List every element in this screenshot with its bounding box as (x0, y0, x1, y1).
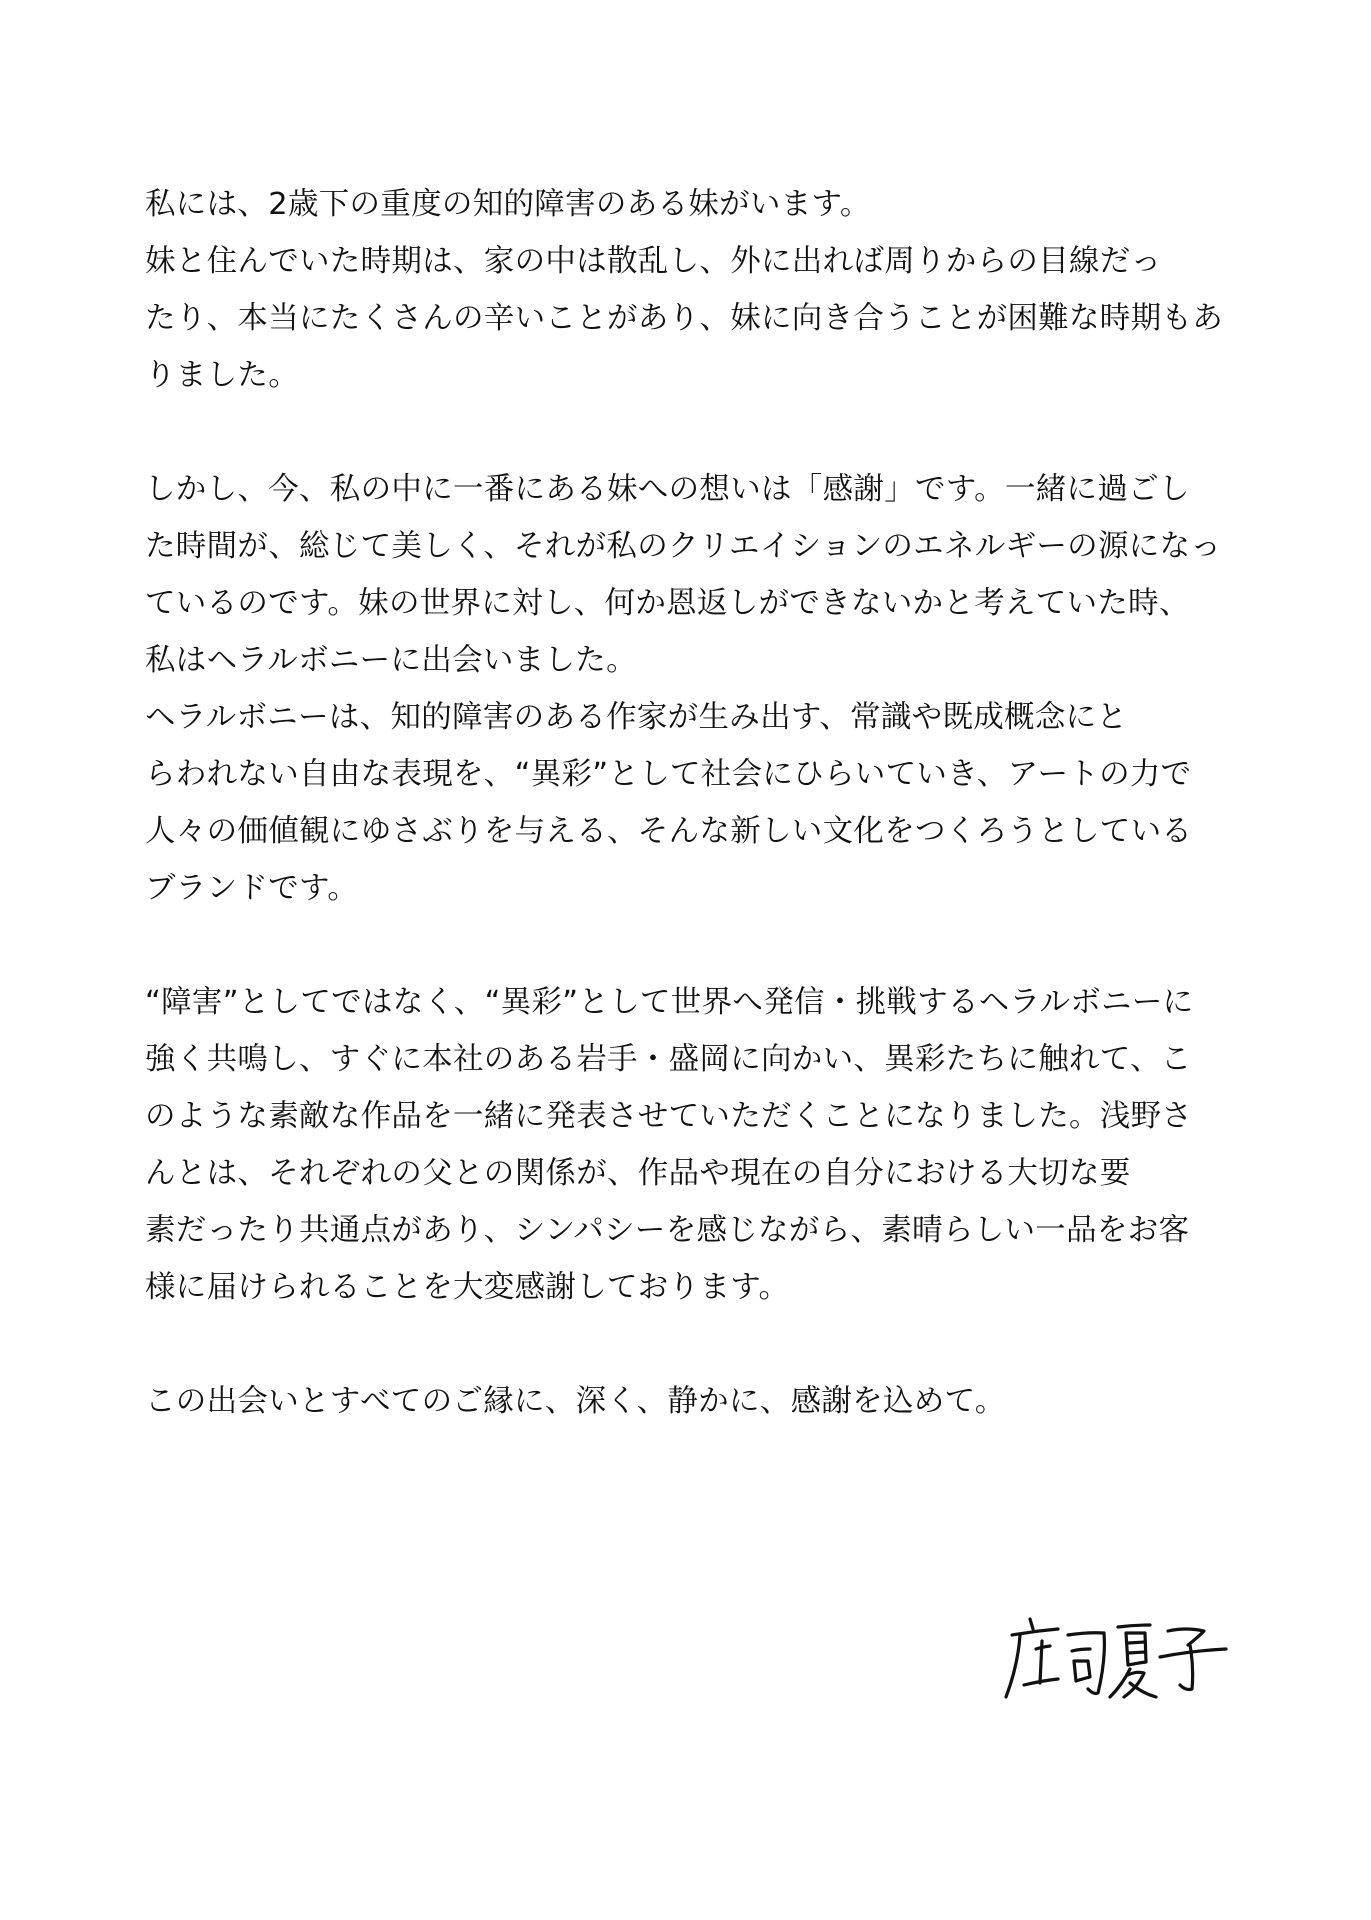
text-line: のような素敵な作品を一緒に発表させていただくことになりました。浅野さ (145, 1099, 1193, 1134)
text-line: この出会いとすべてのご縁に、深く、静かに、感謝を込めて。 (145, 1384, 1006, 1419)
letter-body (145, 176, 1235, 1430)
paragraph-heralbony (145, 461, 1235, 917)
paragraph-gap (145, 917, 1235, 974)
text-line: 様に届けられることを大変感謝しております。 (145, 1270, 790, 1305)
text-line: しかし、今、私の中に一番にある妹への想いは「感謝」です。一緒に過ごし (145, 472, 1190, 507)
text-line: “障害”としてではなく、“異彩”として世界へ発信・挑戦するヘラルボニーに (145, 985, 1194, 1020)
text-line: ヘラルボニーは、知的障害のある作家が生み出す、常識や既成概念にと (145, 700, 1128, 735)
signature-drawing (1000, 1605, 1240, 1715)
text-line: たり、本当にたくさんの辛いことがあり、妹に向き合うことが困難な時期もあ (145, 301, 1223, 336)
text-line: 私はヘラルボニーに出会いました。 (145, 643, 637, 678)
paragraph-gap (145, 1316, 1235, 1373)
paragraph-sister (145, 176, 1235, 404)
text-line: 素だったり共通点があり、シンパシーを感じながら、素晴らしい一品をお客 (145, 1213, 1190, 1248)
text-line: 人々の価値観にゆさぶりを与える、そんな新しい文化をつくろうとしている (145, 814, 1193, 849)
text-line: た時間が、総じて美しく、それが私のクリエイションのエネルギーの源になっ (145, 529, 1222, 564)
text-line: 強く共鳴し、すぐに本社のある岩手・盛岡に向かい、異彩たちに触れて、こ (145, 1042, 1192, 1077)
text-line: 妹と住んでいた時期は、家の中は散乱し、外に出れば周りからの目線だっ (145, 244, 1162, 279)
paragraph-gap (145, 404, 1235, 461)
text-line: ブランドです。 (145, 871, 359, 906)
text-line: りました。 (145, 358, 299, 393)
text-line: らわれない自由な表現を、“異彩”として社会にひらいていき、アートの力で (145, 757, 1192, 792)
text-line: 私には、2歳下の重度の知的障害のある妹がいます。 (145, 187, 871, 222)
paragraph-collaboration (145, 974, 1235, 1316)
text-line: ているのです。妹の世界に対し、何か恩返しができないかと考えていた時、 (145, 586, 1190, 621)
handwritten-signature (1000, 1605, 1240, 1715)
text-line: んとは、それぞれの父との関係が、作品や現在の自分における大切な要 (145, 1156, 1131, 1191)
paragraph-closing (145, 1373, 1235, 1430)
